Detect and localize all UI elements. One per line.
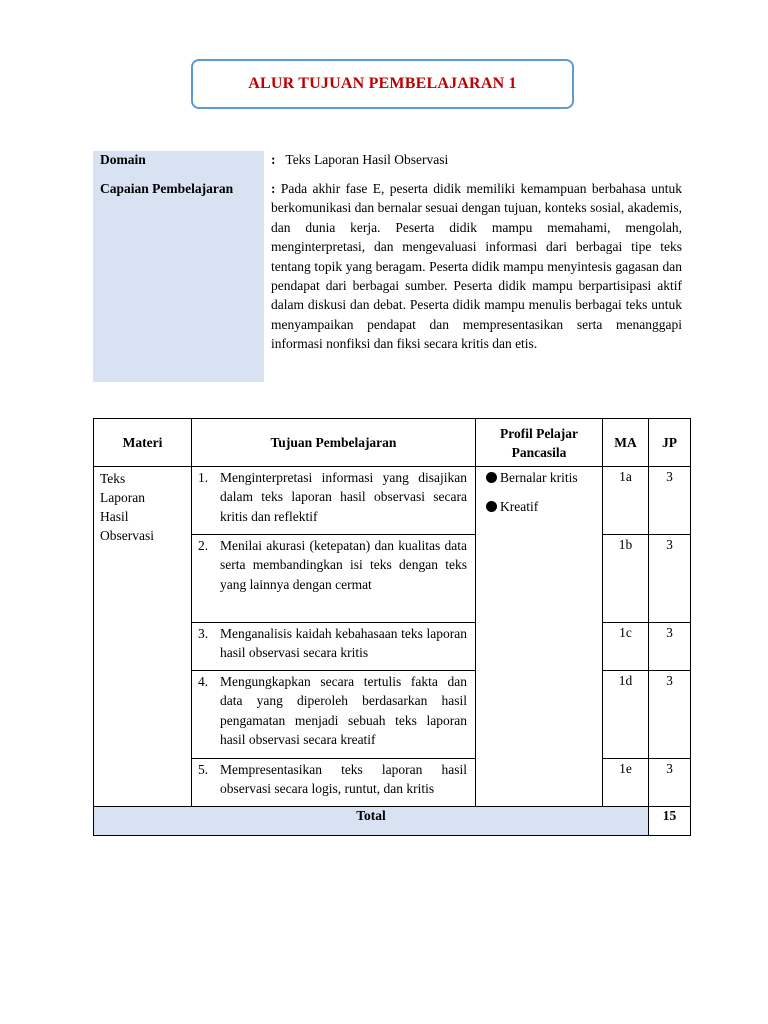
tujuan-number: 1. [198, 470, 209, 485]
table-header-row [94, 419, 691, 467]
ma-cell: 1c [603, 623, 649, 671]
tujuan-cell [192, 623, 476, 671]
materi-line: Observasi [100, 528, 154, 543]
ma-cell: 1e [603, 759, 649, 807]
domain-value: Teks Laporan Hasil Observasi [285, 152, 449, 167]
header-profil [476, 419, 603, 467]
tujuan-text: Menilai akurasi (ketepatan) dan kualitas data serta membandingkan isi teks dengan teks yang lainnya dengan cermat [220, 538, 467, 592]
ma-cell: 1b [603, 535, 649, 623]
tujuan-number: 5. [198, 762, 209, 777]
jp-cell: 3 [649, 467, 691, 535]
cp-label: Capaian Pembelajaran [100, 181, 234, 196]
tujuan-number: 2. [198, 538, 209, 553]
profil-item: Kreatif [500, 499, 539, 514]
jp-cell: 3 [649, 671, 691, 759]
header-profil-line2: Pancasila [511, 444, 567, 460]
tujuan-text: Mempresentasikan teks laporan hasil observasi secara logis, runtut, dan kritis [220, 762, 467, 797]
ma-cell: 1a [603, 467, 649, 535]
materi-line: Laporan [100, 490, 145, 505]
jp-cell: 3 [649, 535, 691, 623]
tujuan-number: 4. [198, 674, 209, 689]
domain-label: Domain [100, 152, 146, 167]
profil-cell [476, 467, 603, 807]
header-jp: JP [649, 419, 691, 467]
atp-table [93, 418, 691, 836]
tujuan-cell [192, 759, 476, 807]
tujuan-cell [192, 671, 476, 759]
materi-cell [94, 467, 192, 807]
header-profil-line1: Profil Pelajar [499, 425, 579, 441]
bullet-icon [486, 472, 497, 483]
cp-value: Pada akhir fase E, peserta didik memiliki kemampuan berbahasa untuk berkomunikasi dan bernalar sesuai dengan tujuan, konteks sosial, akademis, dan dunia kerja. Peserta didik mampu memahami, mengolah, menginterpretasi, dan mengevaluasi informasi dari berbagai tipe teks tentang topik yang beragam. Peserta didik mampu menyintesis gagasan dan pendapat dari berbagai sumber. Peserta didik mampu berpartisipasi aktif dalam diskusi dan debat. Peserta didik mampu menulis berbagai teks untuk menyampaikan pendapat dan mempresentasikan serta menanggapi informasi nonfiksi dan fiksi secara kritis dan etis. [271, 181, 682, 352]
table-row [94, 467, 691, 535]
cp-colon: : [271, 181, 276, 196]
total-row [94, 807, 691, 836]
total-label: Total [94, 807, 649, 836]
cp-paragraph [271, 179, 682, 354]
header-materi: Materi [94, 419, 192, 467]
tujuan-cell [192, 535, 476, 623]
jp-cell: 3 [649, 759, 691, 807]
header-tujuan: Tujuan Pembelajaran [192, 419, 476, 467]
tujuan-text: Menganalisis kaidah kebahasaan teks laporan hasil observasi secara kritis [220, 626, 467, 661]
tujuan-cell [192, 467, 476, 535]
tujuan-text: Menginterpretasi informasi yang disajikan dalam teks laporan hasil observasi secara kritis dan reflektif [220, 470, 467, 524]
profil-item: Bernalar kritis [500, 470, 578, 485]
tujuan-number: 3. [198, 626, 209, 641]
ma-cell: 1d [603, 671, 649, 759]
tujuan-text: Mengungkapkan secara tertulis fakta dan data yang diperoleh berdasarkan hasil pengamatan menjadi sebuah teks laporan hasil observasi secara kreatif [220, 674, 467, 748]
header-ma: MA [603, 419, 649, 467]
document-title: ALUR TUJUAN PEMBELAJARAN 1 [191, 59, 574, 109]
total-jp: 15 [649, 807, 691, 836]
materi-line: Teks [100, 471, 126, 486]
jp-cell: 3 [649, 623, 691, 671]
materi-line: Hasil [100, 509, 129, 524]
domain-colon: : [271, 152, 276, 167]
domain-value-line [271, 152, 448, 168]
bullet-icon [486, 501, 497, 512]
